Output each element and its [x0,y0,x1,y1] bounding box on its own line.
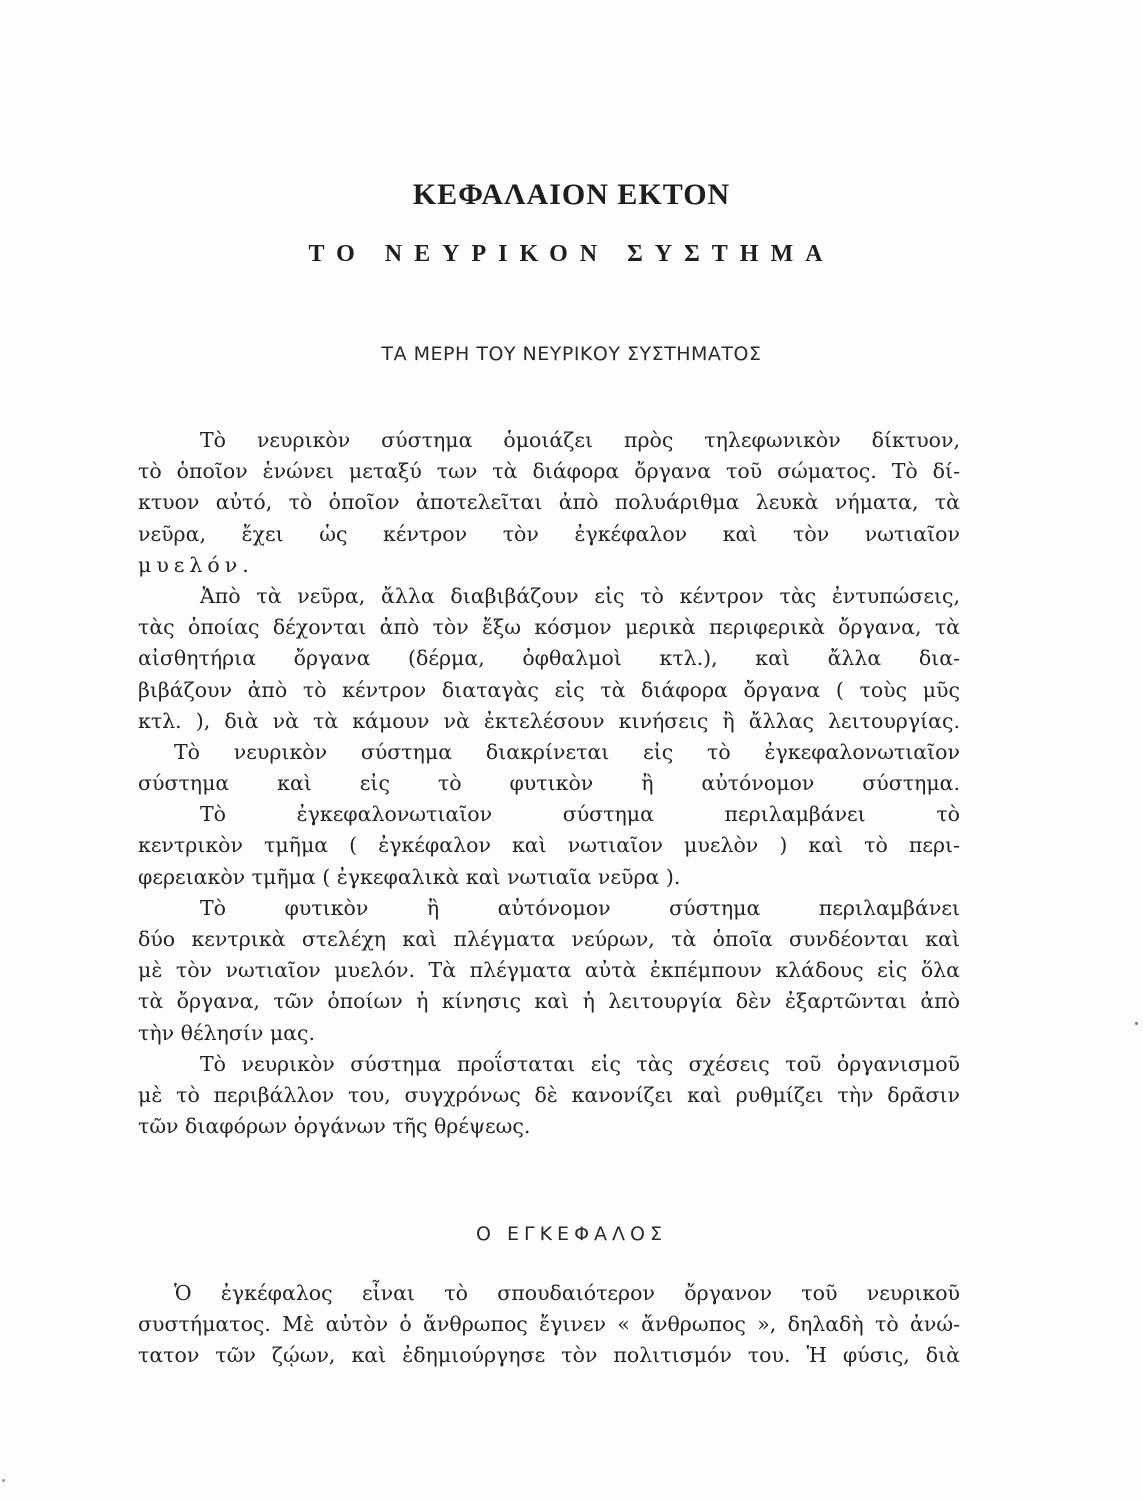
chapter-title: ΚΕΦΑΛΑΙΟΝ ΕΚΤΟΝ [412,178,731,211]
text-line: Τὸ νευρικὸν σύστημα διακρίνεται εἰς τὸ ἐγκεφαλονωτιαῖον [174,739,960,764]
text-line: Ὁ ἐγκέφαλος εἶναι τὸ σπουδαιότερον ὄργανον τοῦ νευρικοῦ [174,1281,960,1305]
text-line: κτλ. ), διὰ νὰ τὰ κάμουν νὰ ἐκτελέσουν κινήσεις ἢ ἄλλας λειτουργίας. [138,708,960,733]
text-line: Τὸ ἐγκεφαλονωτιαῖον σύστημα περιλαμβάνει τὸ [200,802,960,827]
text-line: νεῦρα, ἔχει ὡς κέντρον τὸν ἐγκέφαλον καὶ τὸν νωτιαῖον [138,521,960,546]
text-line: μὲ τὸν νωτιαῖον μυελόν. Τὰ πλέγματα αὐτὰ ἐκπέμπουν κλάδους εἰς ὅλα [138,958,960,983]
scan-speck [2,1479,5,1482]
text-line: κτυον αὐτό, τὸ ὁποῖον ἀποτελεῖται ἀπὸ πολυάριθμα λευκὰ νήματα, τὰ [138,490,960,515]
text-line: δύο κεντρικὰ στελέχη καὶ πλέγματα νεύρων, τὰ ὁποῖα συνδέονται καὶ [138,927,960,951]
text-line: τὰς ὁποίας δέχονται ἀπὸ τὸν ἔξω κόσμον μερικὰ περιφερικὰ ὄργανα, τὰ [138,615,960,640]
text-line: σύστημα καὶ εἰς τὸ φυτικὸν ἢ αὐτόνομον σύστημα. [138,771,960,796]
section-body [138,1278,960,1372]
scan-speck [1135,1022,1138,1025]
chapter-subtitle: ΤΟ ΝΕΥΡΙΚΟΝ ΣΥΣΤΗΜΑ [308,241,835,267]
text-line: τῶν διαφόρων ὀργάνων τῆς θρέψεως. [138,1114,531,1139]
text-line: μὲ τὸ περιβάλλον του, συγχρόνως δὲ κανονίζει καὶ ρυθμίζει τὴν δρᾶσιν [138,1082,960,1107]
text-line: συστήματος. Μὲ αὐτὸν ὁ ἄνθρωπος ἔγινεν « ἄνθρωπος », δηλαδὴ τὸ ἀνώ- [138,1312,960,1337]
text-line: Ἀπὸ τὰ νεῦρα, ἄλλα διαβιβάζουν εἰς τὸ κέντρον τὰς ἐντυπώσεις, [200,583,960,608]
section-body [138,425,960,1142]
text-line: Τὸ νευρικὸν σύστημα ὁμοιάζει πρὸς τηλεφωνικὸν δίκτυον, [200,428,960,452]
text-line: τὴν θέλησίν μας. [138,1020,316,1045]
text-line: τατον τῶν ζῴων, καὶ ἐδημιούργησε τὸν πολιτισμόν του. Ἡ φύσις, διὰ [138,1343,960,1368]
text-line: βιβάζουν ἀπὸ τὸ κέντρον διαταγὰς εἰς τὰ διάφορα ὄργανα ( τοὺς μῦς [138,677,960,702]
text-line: μυελόν. [138,552,254,577]
section-heading: Ο ΕΓΚΕΦΑΛΟΣ [476,1223,667,1245]
text-line: τὸ ὁποῖον ἑνώνει μεταξύ των τὰ διάφορα ὄργανα τοῦ σώματος. Τὸ δί- [138,459,960,484]
text-line: αἰσθητήρια ὄργανα (δέρμα, ὀφθαλμοὶ κτλ.), καὶ ἄλλα δια- [138,646,960,671]
section-heading: ΤΑ ΜΕΡΗ ΤΟΥ ΝΕΥΡΙΚΟΥ ΣΥΣΤΗΜΑΤΟΣ [381,343,762,365]
text-line: Τὸ φυτικὸν ἢ αὐτόνομον σύστημα περιλαμβάνει [200,895,960,920]
text-line: τὰ ὄργανα, τῶν ὁποίων ἡ κίνησις καὶ ἡ λειτουργία δὲν ἐξαρτῶνται ἀπὸ [138,989,960,1014]
text-line: φερειακὸν τμῆμα ( ἐγκεφαλικὰ καὶ νωτιαῖα νεῦρα ). [138,864,681,889]
text-line: κεντρικὸν τμῆμα ( ἐγκέφαλον καὶ νωτιαῖον μυελὸν ) καὶ τὸ περι- [138,833,960,858]
text-line: Τὸ νευρικὸν σύστημα προΐσταται εἰς τὰς σχέσεις τοῦ ὀργανισμοῦ [200,1051,960,1076]
